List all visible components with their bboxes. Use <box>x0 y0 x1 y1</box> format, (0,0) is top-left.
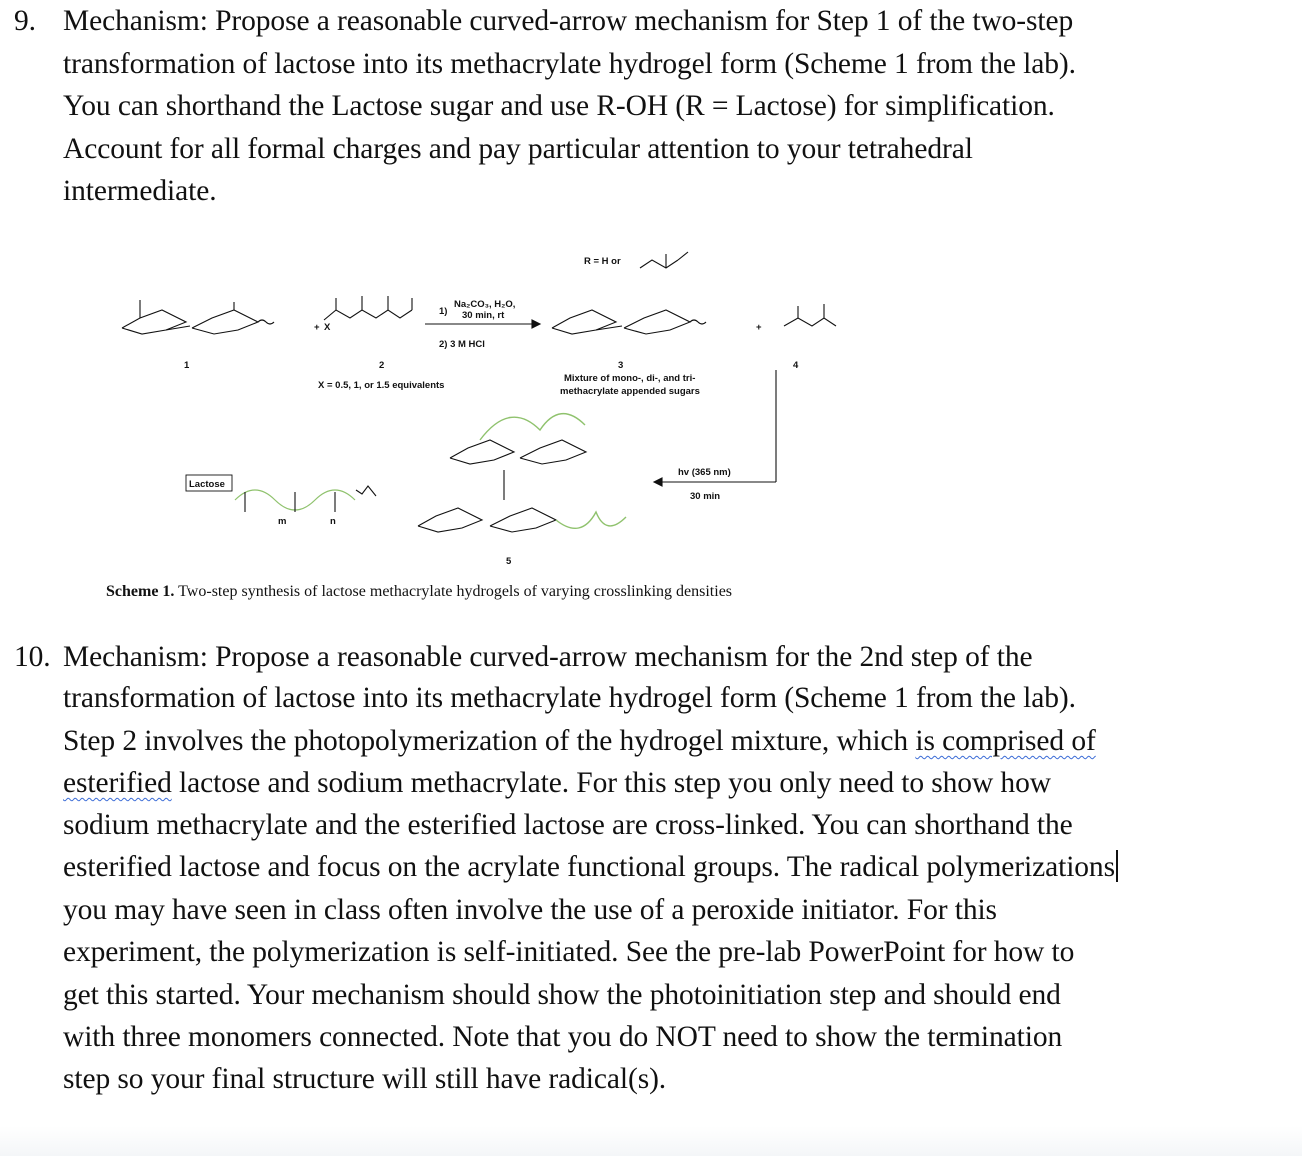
product-ring-1 <box>552 310 616 334</box>
conditions-step-1-reagents: Na₂CO₃, H₂O, <box>454 299 516 310</box>
question-9-line: Mechanism: Propose a reasonable curved-arrow mechanism for Step 1 of the two-step <box>63 5 1074 37</box>
question-10-line: Mechanism: Propose a reasonable curved-arrow mechanism for the 2nd step of the <box>63 641 1033 673</box>
question-10-line <box>63 850 1118 884</box>
question-9-line: You can shorthand the Lactose sugar and use R-OH (R = Lactose) for simplification. <box>63 90 1055 122</box>
compound-2-label: 2 <box>379 360 385 371</box>
polymer-subscript-n: n <box>330 516 336 527</box>
text-cursor <box>1116 850 1118 882</box>
equiv-x: X <box>324 322 331 333</box>
question-10-line-text: lactose and sodium methacrylate. For this step you only need to show how <box>171 767 1051 799</box>
page-bottom-edge <box>0 1126 1302 1156</box>
mixture-note-line-2: methacrylate appended sugars <box>560 386 700 397</box>
conditions-step-2: 2) 3 M HCl <box>439 339 485 350</box>
spellcheck-squiggle[interactable]: esterified <box>63 767 172 799</box>
plus-sign: + <box>314 322 320 333</box>
question-10-number: 10. <box>14 641 51 673</box>
question-10-line: transformation of lactose into its methacrylate hydrogel form (Scheme 1 from the lab). <box>63 682 1076 714</box>
product-ring-2 <box>624 310 690 334</box>
question-10-line: step so your final structure will still have radical(s). <box>63 1063 667 1095</box>
question-10-line-text: esterified lactose and focus on the acrylate functional groups. The radical polymerizations <box>63 851 1115 883</box>
equivalents-note: X = 0.5, 1, or 1.5 equivalents <box>318 380 445 391</box>
question-10-line: you may have seen in class often involve the use of a peroxide initiator. For this <box>63 894 997 926</box>
question-10-line: sodium methacrylate and the esterified lactose are cross-linked. You can shorthand the <box>63 809 1073 841</box>
question-10-line: get this started. Your mechanism should show the photoinitiation step and should end <box>63 979 1061 1011</box>
question-10-line <box>63 724 1096 758</box>
scheme-caption-label: Scheme 1. <box>106 583 175 600</box>
lactose-label: Lactose <box>189 479 225 490</box>
lactose-ring-2 <box>192 310 258 334</box>
compound-4-label: 4 <box>793 360 799 371</box>
polymer-subscript-m: m <box>278 516 287 527</box>
question-10-line-text: Step 2 involves the photopolymerization of the hydrogel mixture, which <box>63 725 916 757</box>
network-ring-4 <box>490 508 556 532</box>
scheme-caption-text: Two-step synthesis of lactose methacrylate hydrogels of varying crosslinking densities <box>174 583 733 600</box>
compound-3-label: 3 <box>618 360 624 371</box>
r-definition: R = H or <box>584 256 621 267</box>
question-10-line: experiment, the polymerization is self-initiated. See the pre-lab PowerPoint for how to <box>63 936 1075 968</box>
compound-1-label: 1 <box>184 360 190 371</box>
conditions-step-1-time: 30 min, rt <box>462 310 505 321</box>
question-10-line: with three monomers connected. Note that you do NOT need to show the termination <box>63 1021 1063 1053</box>
lactose-ring-1 <box>122 310 186 334</box>
question-9-line: Account for all formal charges and pay particular attention to your tetrahedral <box>63 133 973 165</box>
plus-sign-2: + <box>756 322 762 333</box>
spellcheck-squiggle[interactable]: is comprised of <box>915 725 1096 757</box>
question-9-line: transformation of lactose into its methacrylate hydrogel form (Scheme 1 from the lab). <box>63 48 1076 80</box>
irradiation-label: hv (365 nm) <box>678 467 731 478</box>
network-ring-2 <box>520 440 586 464</box>
question-10-line <box>63 766 1051 800</box>
network-ring-1 <box>450 440 514 464</box>
question-9-line: intermediate. <box>63 175 217 207</box>
network-ring-3 <box>418 508 482 532</box>
scheme-1-figure <box>100 230 860 575</box>
compound-5-label: 5 <box>506 556 512 567</box>
conditions-step-1-number: 1) <box>439 306 448 317</box>
anhydride-skeleton <box>324 310 412 320</box>
scheme-labels <box>184 256 799 567</box>
question-9-number: 9. <box>14 5 36 37</box>
irradiation-time: 30 min <box>690 491 721 502</box>
scheme-caption <box>106 582 732 602</box>
mixture-note-line-1: Mixture of mono-, di-, and tri- <box>564 373 696 384</box>
